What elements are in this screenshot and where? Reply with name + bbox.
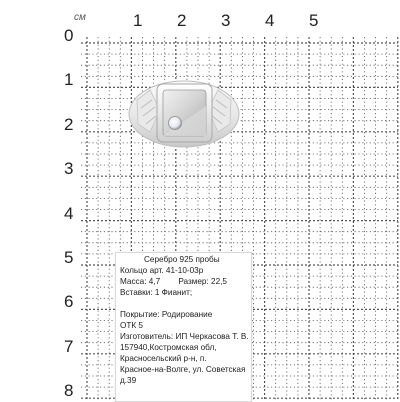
tag-line-address-2: Красносельский р-н, п. [120,354,207,363]
ruler-left-number-1: 1 [64,70,74,89]
ruler-left-number-0: 0 [64,26,74,45]
ruler-top-number-4: 4 [265,11,275,30]
ruler-top-number-3: 3 [221,11,231,30]
price-tag [115,252,252,402]
ruler-left-number-7: 7 [64,337,74,356]
tag-line-inserts: Вставки: 1 Фианит; [120,288,193,297]
ruler-left-number-6: 6 [64,292,74,311]
ruler-top-number-1: 1 [133,11,143,30]
ruler-left-number-8: 8 [64,381,74,400]
tag-line-address-1: 157940,Костромская обл, [120,343,217,352]
ruler-top-number-2: 2 [177,11,187,30]
ruler-left-number-5: 5 [64,248,74,267]
ruler-left-number-3: 3 [64,159,74,178]
ruler-left-number-2: 2 [64,115,74,134]
tag-line-otk: ОТК 5 [120,321,143,330]
tag-line-coating: Покрытие: Родирование [120,310,213,319]
tag-line-address-4: д.39 [120,376,137,385]
ring-stone [169,117,182,130]
ruler-left-number-4: 4 [64,204,74,223]
tag-line-article: Кольцо арт. 41-10-03р [120,266,204,275]
ruler-unit-label: см [74,12,86,23]
tag-line-weight-size: Масса: 4,7 Размер: 22,5 [120,277,227,286]
ruler-top-number-5: 5 [309,11,319,30]
ring-body [129,81,239,147]
tag-line-metal: Серебро 925 пробы [144,255,220,264]
tag-line-manufacturer: Изготовитель: ИП Черкасова Т. В. [120,332,249,341]
tag-line-address-3: Красное-на-Волге, ул. Советская [120,365,246,374]
